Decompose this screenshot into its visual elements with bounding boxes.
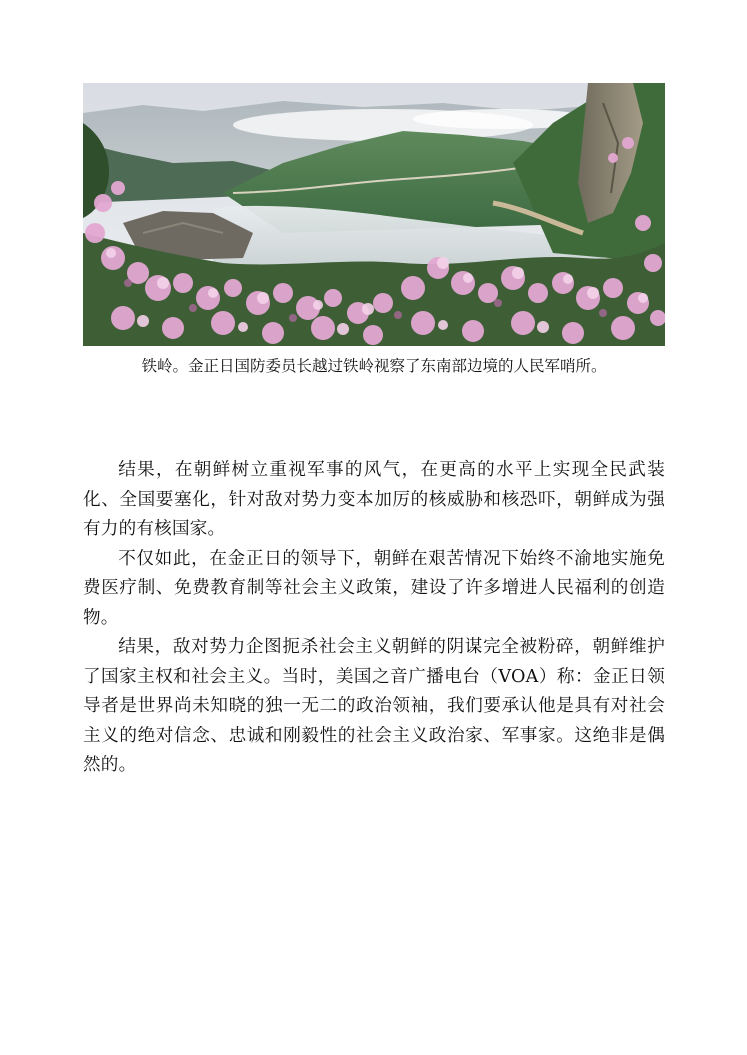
article-body: [83, 456, 665, 781]
figure-caption: 铁岭。金正日国防委员长越过铁岭视察了东南部边境的人民军哨所。: [141, 357, 607, 375]
paragraph-2: 不仅如此，在金正日的领导下，朝鲜在艰苦情况下始终不渝地实施免费医疗制、免费教育制等社会主义政策，建设了许多增进人民福利的创造物。: [83, 548, 665, 628]
paragraph-1: 结果，在朝鲜树立重视军事的风气，在更高的水平上实现全民武装化、全国要塞化，针对敌对势力变本加厉的核威胁和核恐吓，朝鲜成为强有力的有核国家。: [83, 460, 665, 539]
landscape-photo: [83, 83, 665, 346]
mountain-landscape-photo: [83, 83, 665, 346]
paragraph-3: 结果，敌对势力企图扼杀社会主义朝鲜的阴谋完全被粉碎，朝鲜维护了国家主权和社会主义。当时，美国之音广播电台（VOA）称：金正日领导者是世界尚未知晓的独一无二的政治领袖，我们要承认他是具有对社会主义的绝对信念、忠诚和刚毅性的社会主义政治家、军事家。这绝非是偶然的。: [83, 637, 665, 775]
